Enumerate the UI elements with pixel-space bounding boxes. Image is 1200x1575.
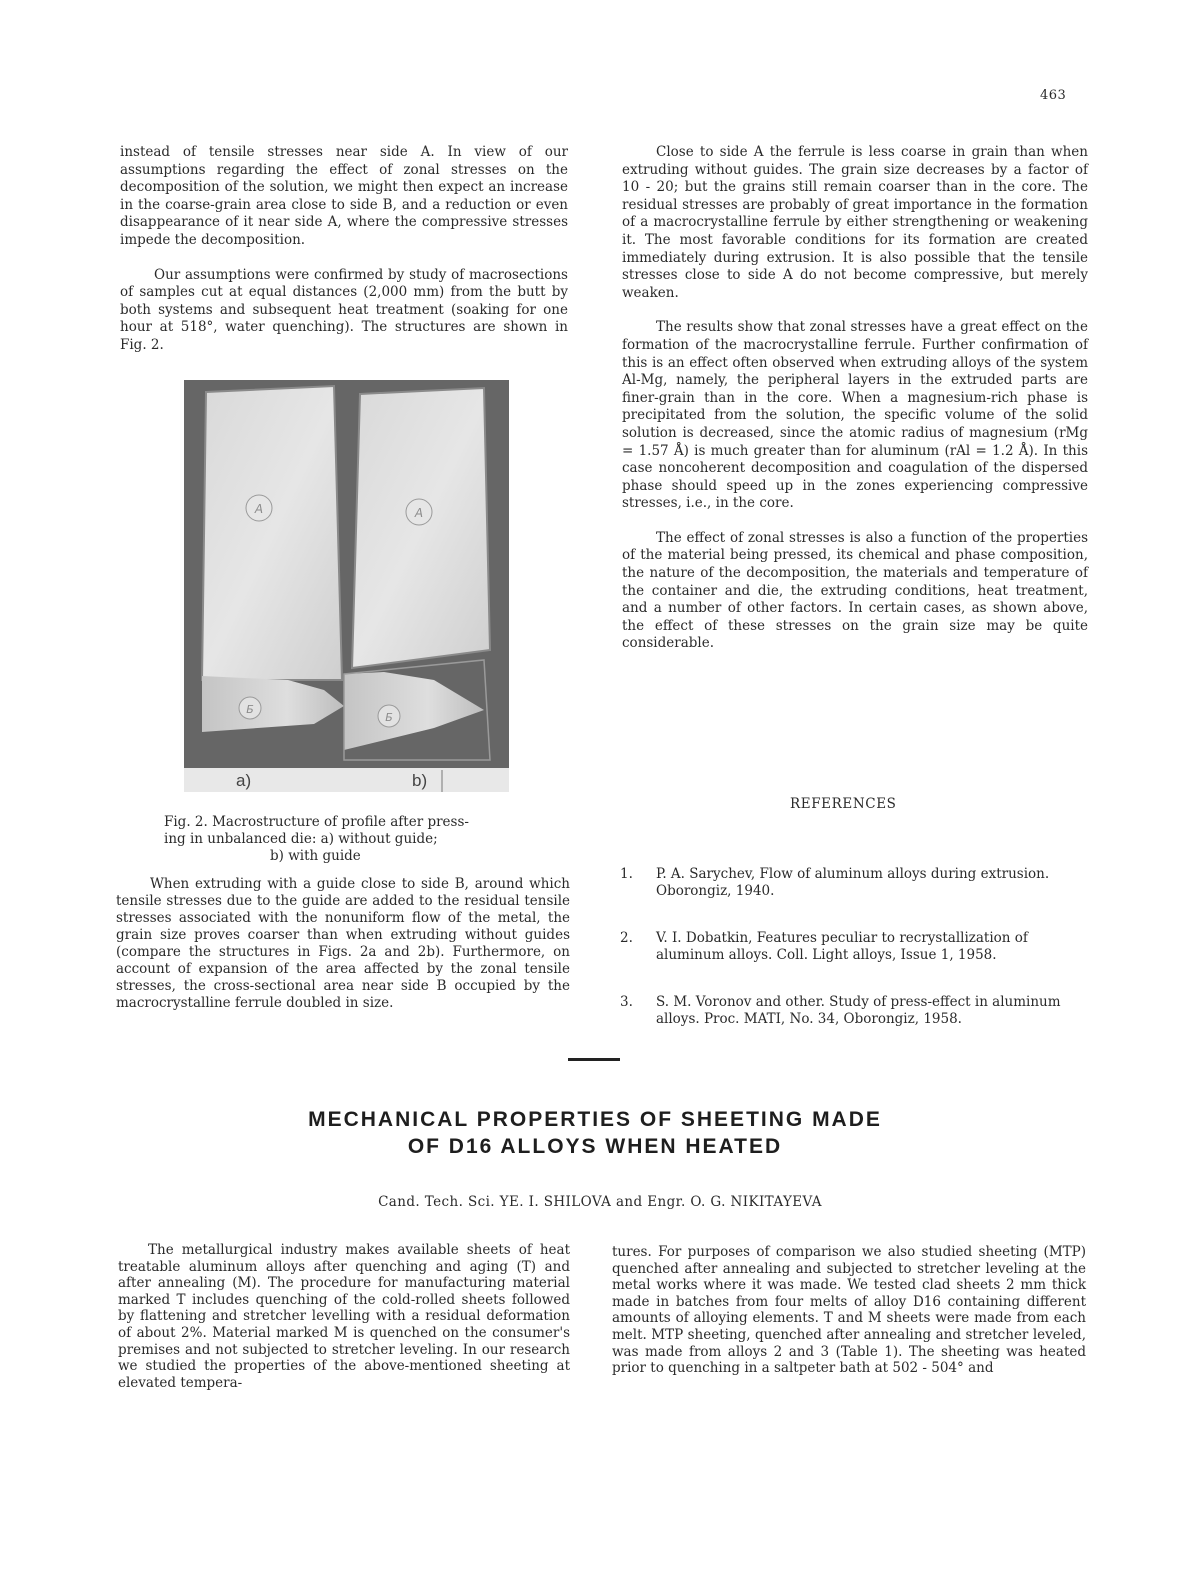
page-number: 463 xyxy=(1040,88,1067,103)
caption-line: Fig. 2. Macrostructure of profile after press- xyxy=(164,814,469,830)
reference-number: 2. xyxy=(620,930,633,946)
figure-macrostructure xyxy=(184,380,509,792)
reference-item xyxy=(620,994,1090,1028)
label-b-left: Б xyxy=(246,703,254,716)
reference-item xyxy=(620,866,1090,900)
paragraph: The results show that zonal stresses have a great effect on the formation of the macrocrystalline ferrule. Further confirmation of this is an effect often observed when extruding alloys of the system Al-Mg, namely, the peripheral layers in the extruded parts are finer-grain than in the core. When a magnesium-rich phase is precipitated from the solution, the specific volume of the solid solution is decreased, since the atomic radius of magnesium (rMg = 1.57 Å) is much greater than for aluminum (rAl = 1.2 Å). In this case noncoherent decomposition and coagulation of the dispersed phase should speed up in the zones experiencing compressive stresses, i.e., in the core. xyxy=(622,319,1088,512)
paragraph: Our assumptions were confirmed by study of macrosections of samples cut at equal distances (2,000 mm) from the butt by both systems and subsequent heat treatment (soaking for one hour at 518°, water quenching). The structures are shown in Fig. 2. xyxy=(120,266,568,353)
reference-text: S. M. Voronov and other. Study of press-effect in aluminum alloys. Proc. MATI, No. 34, Oborongiz, 1958. xyxy=(656,994,1061,1027)
paragraph: When extruding with a guide close to side B, around which tensile stresses due to the guide are added to the residual tensile stresses associated with the nonuniform flow of the metal, the grain size proves coarser than when extruding without guides (compare the structures in Figs. 2a and 2b). Furthermore, on account of expansion of the area affected by the zonal tensile stresses, the cross-sectional area near side B occupied by the macrocrystalline ferrule doubled in size. xyxy=(116,876,570,1011)
reference-item xyxy=(620,930,1090,964)
caption-line: b) with guide xyxy=(270,848,361,864)
section-divider xyxy=(568,1058,620,1061)
article-right-column xyxy=(612,1244,1086,1377)
reference-number: 1. xyxy=(620,866,633,882)
label-b-right: Б xyxy=(385,711,393,724)
article-title-line: OF D16 ALLOYS WHEN HEATED xyxy=(407,1135,783,1158)
macrostructure-photo xyxy=(184,380,509,792)
references-list xyxy=(620,866,1090,1058)
paragraph: instead of tensile stresses near side A. In view of our assumptions regarding the effect of zonal stresses on the decomposition of the solution, we might then expect an increase in the coarse-grain area close to side B, and a reduction or even disappearance of it near side A, where the compressive stresses impede the decomposition. xyxy=(120,144,568,248)
panel-label-b: b) xyxy=(412,771,428,790)
reference-number: 3. xyxy=(620,994,633,1010)
article-authors: Cand. Tech. Sci. YE. I. SHILOVA and Engr. O. G. NIKITAYEVA xyxy=(378,1194,822,1210)
figure-caption xyxy=(164,814,544,865)
reference-text: V. I. Dobatkin, Features peculiar to recrystallization of aluminum alloys. Coll. Light alloys, Issue 1, 1958. xyxy=(656,930,1028,963)
article-title-line: MECHANICAL PROPERTIES OF SHEETING MADE xyxy=(308,1108,882,1131)
right-column xyxy=(622,144,1088,670)
paragraph: The metallurgical industry makes available sheets of heat treatable aluminum alloys after quenching and aging (T) and after annealing (M). The procedure for manufacturing material marked T includes quenching of the cold-rolled sheets followed by flattening and stretcher levelling with a residual deformation of about 2%. Material marked M is quenched on the consumer's premises and not subjected to stretcher leveling. In our research we studied the properties of the above-mentioned sheeting at elevated tempera- xyxy=(118,1242,570,1391)
article-title xyxy=(200,1106,990,1160)
left-column-continued xyxy=(116,876,570,1012)
caption-line: ing in unbalanced die: a) without guide; xyxy=(164,831,438,847)
panel-label-a: a) xyxy=(236,771,252,790)
left-column xyxy=(120,144,568,372)
paragraph: Close to side A the ferrule is less coarse in grain than when extruding without guides. The grain size decreases by a factor of 10 - 20; but the grains still remain coarser than in the core. The residual stresses are probably of great importance in the formation of a macrocrystalline ferrule by either strengthening or weakening it. The most favorable conditions for its formation are created immediately during extrusion. It is also possible that the tensile stresses close to side A do not become compressive, but merely weaken. xyxy=(622,144,1088,301)
article-left-column xyxy=(118,1242,570,1391)
reference-text: P. A. Sarychev, Flow of aluminum alloys during extrusion. Oborongiz, 1940. xyxy=(656,866,1050,899)
label-a-right: A xyxy=(414,506,424,520)
paragraph: The effect of zonal stresses is also a function of the properties of the material being pressed, its chemical and phase composition, the nature of the decomposition, the materials and temperature of the container and die, the extruding conditions, heat treatment, and a number of other factors. In certain cases, as shown above, the effect of these stresses on the grain size may be quite considerable. xyxy=(622,529,1088,652)
paragraph: tures. For purposes of comparison we also studied sheeting (MTP) quenched after annealing and subjected to stretcher leveling at the metal works where it was made. We tested clad sheets 2 mm thick made in batches from four melts of alloy D16 containing different amounts of alloying elements. T and M sheets were made from each melt. MTP sheeting, quenched after annealing and stretcher leveled, was made from alloys 2 and 3 (Table 1). The sheeting was heated prior to quenching in a saltpeter bath at 502 - 504° and xyxy=(612,1244,1086,1377)
references-heading: REFERENCES xyxy=(790,796,897,812)
label-a-left: A xyxy=(254,502,264,516)
